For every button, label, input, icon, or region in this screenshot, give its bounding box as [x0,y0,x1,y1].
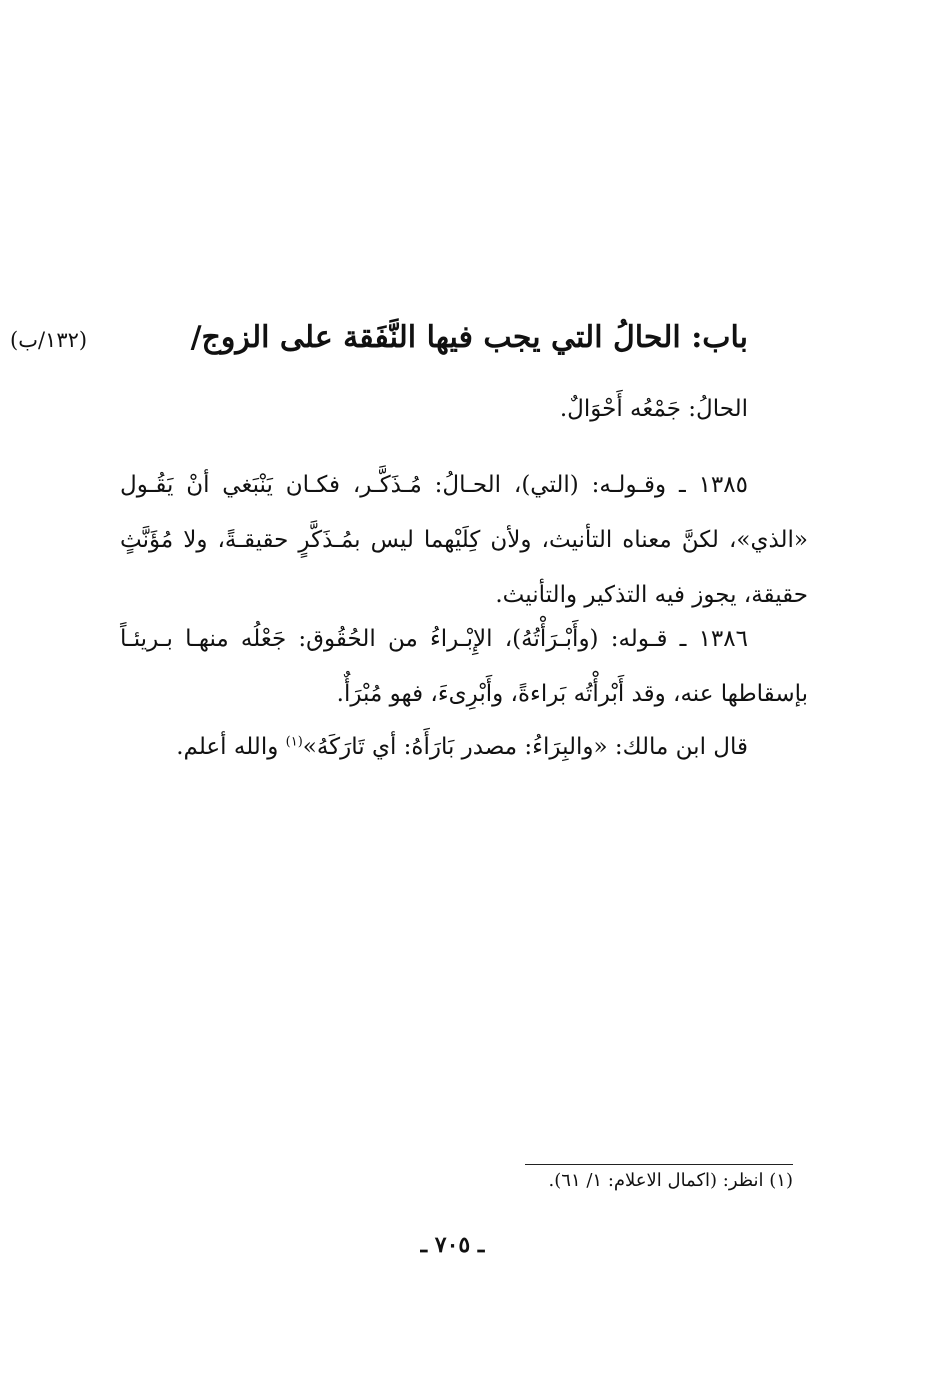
manuscript-folio-reference: (١٣٢/ب) [10,328,88,352]
footnote-text: (١) انظر: (اكمال الاعلام: ١/ ٦١). [548,1170,793,1191]
entry-1386-paragraph [120,612,808,722]
footnote-divider [525,1164,793,1165]
definition-line: الحالُ: جَمْعُه أَحْوَالٌ. [559,396,748,422]
entry-1385-paragraph [120,458,808,623]
chapter-title: باب: الحالُ التي يجب فيها النَّفَقة على الزوج/ [190,320,748,355]
quote-text: قال ابن مالك: «والبِرَاءُ: مصدر بَارَأَهُ: أي تَارَكَهُ» [302,734,748,760]
entry-1386-text: ١٣٨٦ ـ قـوله: (وأَبْـرَأْتُهُ)، الإِبْـراءُ من الحُقُوق: جَعْلُه منهـا بـريئـاً بإسقاطها عنه، وقد أَبْرأْتُه بَراءةً، وأَبْرِىءَ، فهو مُبْرَأٌ. [120,626,808,707]
ibn-malik-quote [176,734,748,760]
entry-1385-text: ١٣٨٥ ـ وقـولـه: (التي)، الحـالُ: مُـذَكَّـر، فكـان يَنْبَغي أنْ يَقُـول «الذي»، لكنَّ معناه التأنيث، ولأن كِلَيْهما ليس بمُـذَكَّرٍ حقيقـةً، ولا مُؤَنَّثٍ حقيقة، يجوز فيه التذكير والتأنيث. [120,472,808,608]
quote-ending: والله أعلم. [176,734,286,760]
page-number: ـ ٧٠٥ ـ [420,1232,485,1258]
footnote-marker[interactable]: (١) [285,734,303,750]
